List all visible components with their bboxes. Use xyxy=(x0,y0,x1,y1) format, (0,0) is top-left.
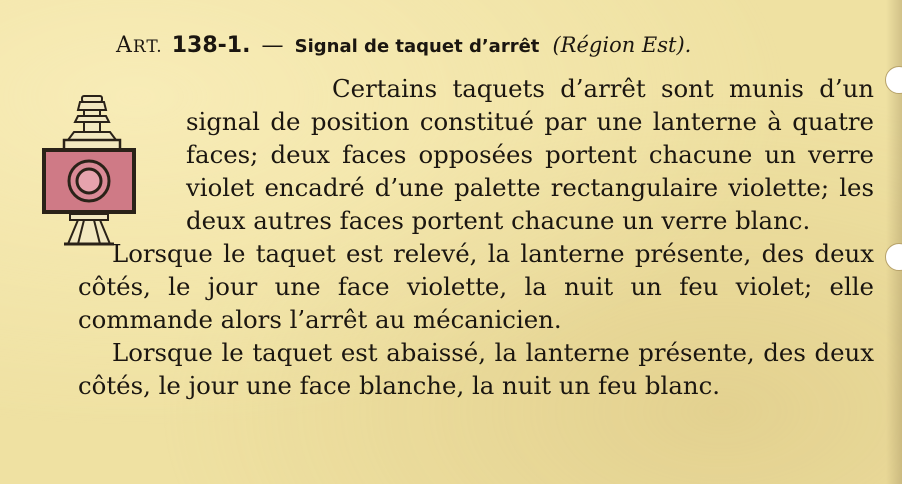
article-title: Signal de taquet d’arrêt xyxy=(294,36,540,57)
article-prefix: ART. xyxy=(116,33,163,58)
article-heading xyxy=(116,30,886,62)
article-region: (Région Est). xyxy=(552,33,692,57)
heading-dash: — xyxy=(261,33,284,58)
article-number: 138-1. xyxy=(171,33,251,58)
paragraph-lowered: Lorsque le taquet est abaissé, la lanterne présente, des deux côtés, le jour une face blanche, la nuit un feu blanc. xyxy=(78,338,874,400)
paragraph-description: Certains taquets d’arrêt sont munis d’un signal de position constitué par une lanterne à quatre faces; deux faces opposées portent chacune un verre violet encadré d’une palette rectangulaire violette; les deux autres faces portent chacune un verre blanc. xyxy=(186,74,874,235)
article-body xyxy=(78,72,874,402)
paragraph-raised: Lorsque le taquet est relevé, la lanterne présente, des deux côtés, le jour une face violette, la nuit un feu violet; elle commande alors l’arrêt au mécanicien. xyxy=(78,239,874,334)
